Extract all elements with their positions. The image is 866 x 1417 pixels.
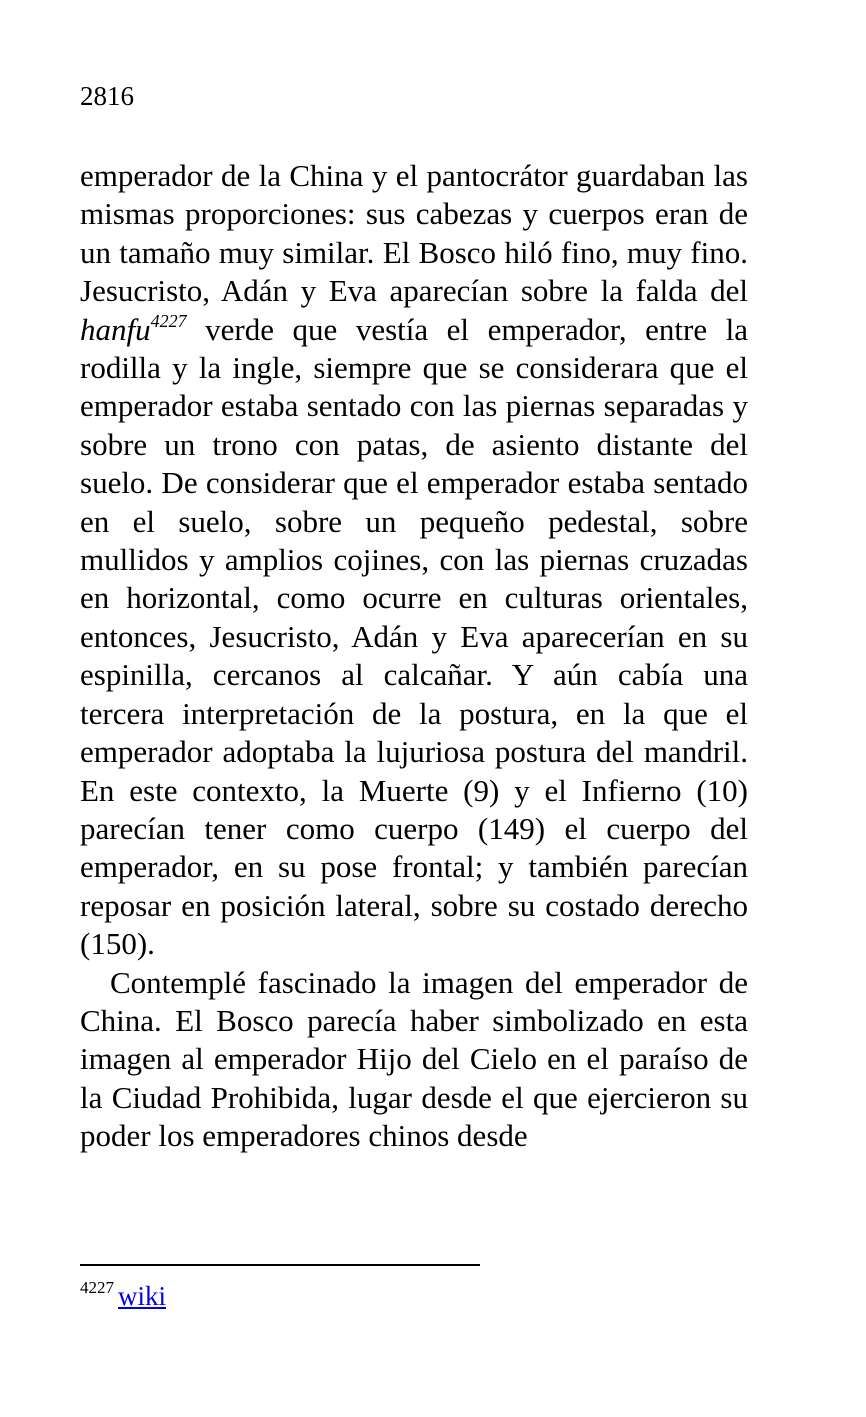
footnote-wiki-link[interactable]: wiki	[118, 1281, 167, 1311]
footnote-reference[interactable]: 4227	[150, 310, 187, 331]
paragraph-1-text-end: verde que vestía el emperador, entre la rodilla y la ingle, siempre que se considerara que el emperador estaba sentado con las piernas separadas y sobre un trono con patas, de asiento distante del suelo. De considerar que el emperador estaba sentado en el suelo, sobre un pequeño pedestal, sobre mullidos y amplios cojines, con las piernas cruzadas en horizontal, como ocurre en culturas orientales, entonces, Jesucristo, Adán y Eva aparecerían en su espinilla, cercanos al calcañar. Y aún cabía una tercera interpretación de la postura, en la que el emperador adoptaba la lujuriosa postura del mandril. En este contexto, la Muerte (9) y el Infierno (10) parecían tener como cuerpo (149) el cuerpo del emperador, en su pose frontal; y también parecían reposar en posición lateral, sobre su costado derecho (150).	[80, 311, 748, 962]
body-text	[80, 157, 748, 1156]
footnote	[80, 1280, 166, 1312]
page-number: 2816	[80, 81, 134, 111]
paragraph-2: Contemplé fascinado la imagen del emperador de China. El Bosco parecía haber simbolizado en esta imagen al emperador Hijo del Cielo en el paraíso de la Ciudad Prohibida, lugar desde el que ejercieron su poder los emperadores chinos desde	[80, 964, 748, 1154]
term-hanfu: hanfu	[80, 311, 151, 347]
footnote-number: 4227	[80, 1278, 114, 1297]
paragraph-1-text-start: emperador de la China y el pantocrátor guardaban las mismas proporciones: sus cabezas y cuerpos eran de un tamaño muy similar. El Bosco hiló fino, muy fino. Jesucristo, Adán y Eva aparecían sobre la falda del	[80, 158, 748, 309]
footnote-separator	[80, 1264, 480, 1266]
paragraph-1	[80, 157, 748, 964]
